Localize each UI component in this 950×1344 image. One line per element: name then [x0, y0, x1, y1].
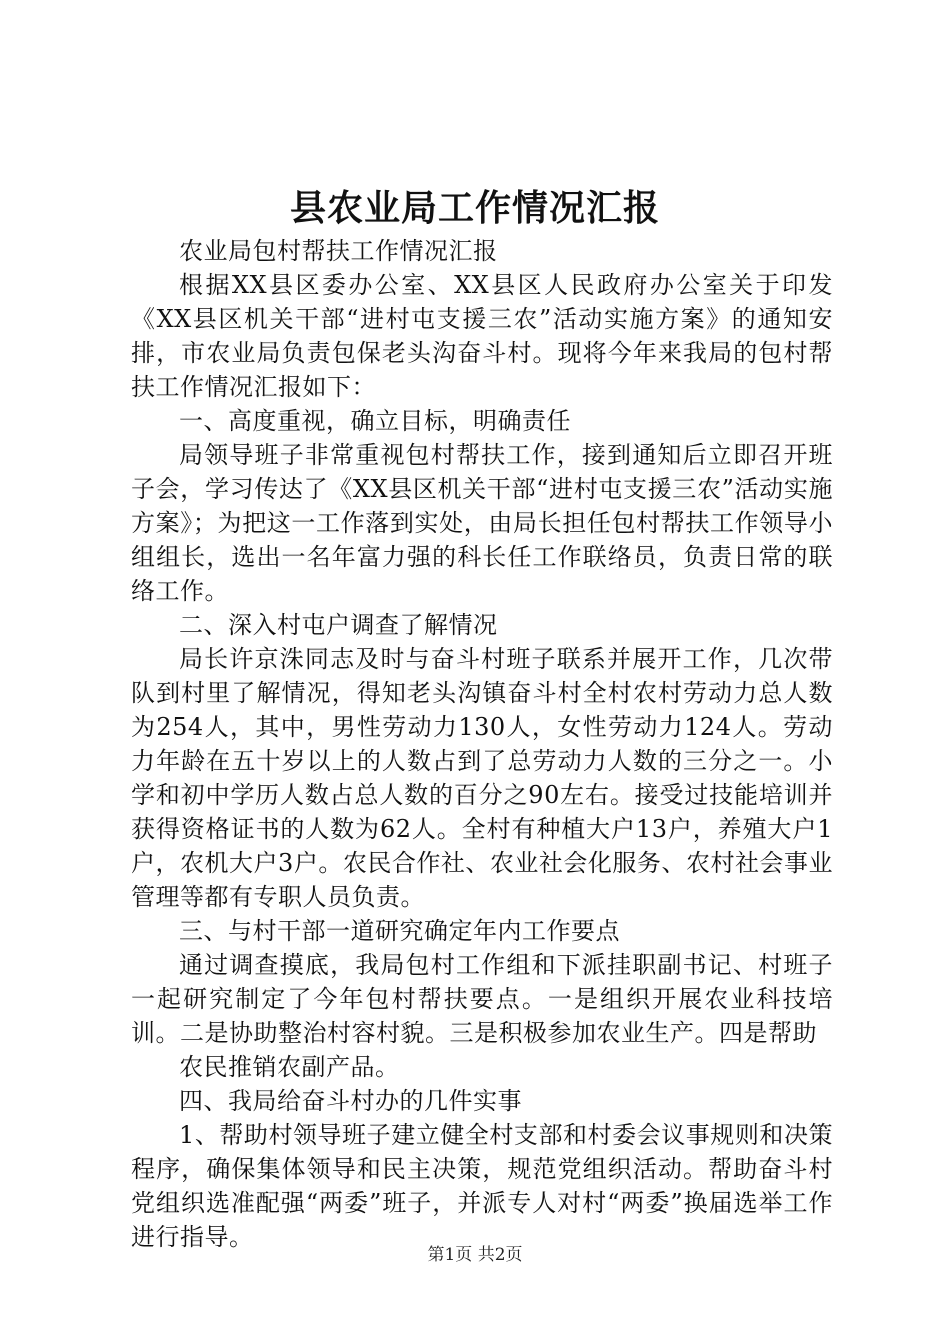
document-title: 县农业局工作情况汇报 [289, 187, 660, 229]
paragraph-section-3: 通过调查摸底，我局包村工作组和下派挂职副书记、村班子一起研究制定了今年包村帮扶要点。一是组织开展农业科技培训。二是协助整治村容村貌。三是积极参加农业生产。四是帮助 [131, 951, 833, 1047]
page-footer: 第1页 共2页 [427, 1245, 523, 1265]
paragraph-subtitle: 农业局包村帮扶工作情况汇报 [179, 237, 498, 265]
heading-section-2: 二、深入村屯户调查了解情况 [179, 611, 498, 639]
paragraph-section-2: 局长许京洙同志及时与奋斗村班子联系并展开工作，几次带队到村里了解情况，得知老头沟镇奋斗村全村农村劳动力总人数为254人，其中，男性劳动力130人，女性劳动力124人。劳动力年龄在五十岁以上的人数占到了总劳动力人数的三分之一。小学和初中学历人数占总人数的百分之90左右。接受过技能培训并获得资格证书的人数为62人。全村有种植大户13户，养殖大户1户，农机大户3户。农民合作社、农业社会化服务、农村社会事业管理等都有专职人员负责。 [131, 645, 833, 911]
document-body [131, 234, 833, 1254]
paragraph-intro: 根据XX县区委办公室、XX县区人民政府办公室关于印发《XX县区机关干部“进村屯支援三农”活动实施方案》的通知安排，市农业局负责包保老头沟奋斗村。现将今年来我局的包村帮扶工作情况汇报如下： [131, 271, 833, 401]
heading-section-4: 四、我局给奋斗村办的几件实事 [179, 1087, 522, 1115]
paragraph-section-3-continued: 农民推销农副产品。 [179, 1053, 400, 1081]
paragraph-section-4-item-1: 1、帮助村领导班子建立健全村支部和村委会议事规则和决策程序，确保集体领导和民主决策，规范党组织活动。帮助奋斗村党组织选准配强“两委”班子，并派专人对村“两委”换届选举工作进行指导。 [131, 1121, 833, 1251]
paragraph-section-1: 局领导班子非常重视包村帮扶工作，接到通知后立即召开班子会，学习传达了《XX县区机关干部“进村屯支援三农”活动实施方案》；为把这一工作落到实处，由局长担任包村帮扶工作领导小组组长，选出一名年富力强的科长任工作联络员，负责日常的联络工作。 [131, 441, 833, 605]
heading-section-1: 一、高度重视，确立目标，明确责任 [179, 407, 571, 435]
heading-section-3: 三、与村干部一道研究确定年内工作要点 [179, 917, 620, 945]
